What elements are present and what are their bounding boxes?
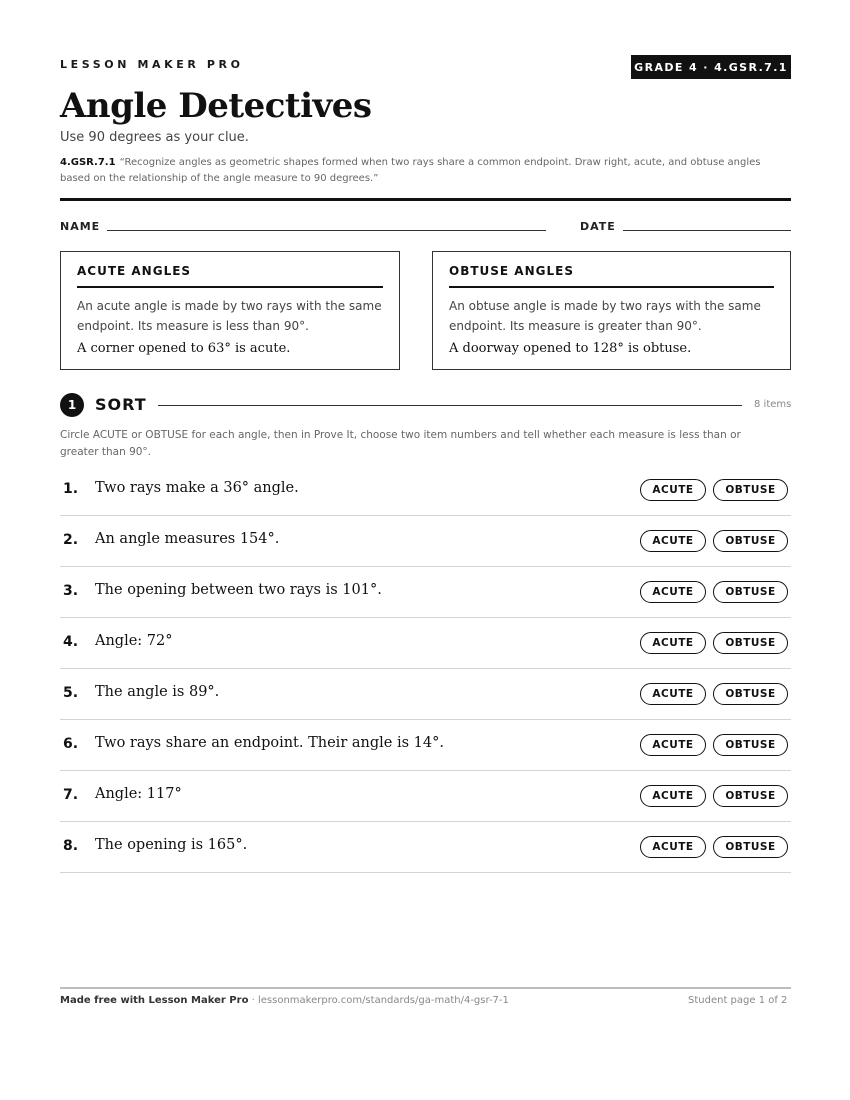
- footer-url: · lessonmakerpro.com/standards/ga-math/4-gsr-7-1: [248, 995, 509, 1006]
- sort-item: [60, 669, 791, 720]
- item-text: The opening is 165°.: [95, 837, 248, 853]
- item-number: 4.: [63, 634, 79, 650]
- obtuse-choice-button[interactable]: OBTUSE: [713, 632, 788, 654]
- name-date-row: [60, 219, 791, 235]
- footer-divider: [60, 987, 791, 989]
- standard-text: “Recognize angles as geometric shapes formed when two rays share a common endpoint. Draw right, acute, and obtuse angles based on the relationship of the angle measure to 90 degrees.”: [60, 157, 761, 184]
- grade-standard-badge: GRADE 4 · 4.GSR.7.1: [631, 55, 791, 79]
- section-item-count: 8 items: [754, 399, 792, 410]
- sort-item: [60, 771, 791, 822]
- item-number: 2.: [63, 532, 79, 548]
- acute-choice-button[interactable]: ACUTE: [640, 785, 706, 807]
- obtuse-choice-button[interactable]: OBTUSE: [713, 683, 788, 705]
- acute-choice-button[interactable]: ACUTE: [640, 734, 706, 756]
- obtuse-box-heading: OBTUSE ANGLES: [449, 264, 774, 288]
- name-field[interactable]: [107, 230, 546, 231]
- item-number: 8.: [63, 838, 79, 854]
- obtuse-choice-button[interactable]: OBTUSE: [713, 836, 788, 858]
- brand-name: LESSON MAKER PRO: [60, 58, 244, 71]
- item-text: An angle measures 154°.: [95, 531, 280, 547]
- obtuse-choice-button[interactable]: OBTUSE: [713, 479, 788, 501]
- section-number-badge: 1: [60, 393, 84, 417]
- item-text: Two rays share an endpoint. Their angle is 14°.: [95, 735, 444, 751]
- header-divider: [60, 198, 791, 201]
- item-number: 6.: [63, 736, 79, 752]
- name-label: NAME: [60, 220, 101, 233]
- item-text: The opening between two rays is 101°.: [95, 582, 382, 598]
- acute-choice-button[interactable]: ACUTE: [640, 581, 706, 603]
- acute-box-example: A corner opened to 63° is acute.: [77, 341, 291, 356]
- obtuse-choice-button[interactable]: OBTUSE: [713, 734, 788, 756]
- obtuse-definition-box: [432, 251, 791, 370]
- obtuse-box-example: A doorway opened to 128° is obtuse.: [449, 341, 692, 356]
- section-title: SORT: [95, 395, 147, 414]
- obtuse-choice-button[interactable]: OBTUSE: [713, 581, 788, 603]
- sort-item: [60, 720, 791, 771]
- sort-item-list: [60, 465, 791, 873]
- item-number: 5.: [63, 685, 79, 701]
- item-number: 7.: [63, 787, 79, 803]
- sort-item: [60, 516, 791, 567]
- acute-choice-button[interactable]: ACUTE: [640, 632, 706, 654]
- footer-credit: [60, 995, 509, 1006]
- acute-box-heading: ACUTE ANGLES: [77, 264, 383, 288]
- page-title: Angle Detectives: [60, 86, 372, 126]
- item-text: The angle is 89°.: [95, 684, 220, 700]
- item-number: 3.: [63, 583, 79, 599]
- standard-code: 4.GSR.7.1: [60, 157, 116, 168]
- sort-item: [60, 618, 791, 669]
- obtuse-choice-button[interactable]: OBTUSE: [713, 530, 788, 552]
- section-divider: [158, 405, 742, 406]
- item-number: 1.: [63, 481, 79, 497]
- acute-choice-button[interactable]: ACUTE: [640, 530, 706, 552]
- date-label: DATE: [580, 220, 616, 233]
- acute-definition-box: [60, 251, 400, 370]
- acute-box-text: An acute angle is made by two rays with the same endpoint. Its measure is less than 90°.: [77, 299, 382, 333]
- date-field[interactable]: [623, 230, 791, 231]
- obtuse-choice-button[interactable]: OBTUSE: [713, 785, 788, 807]
- footer-page-number: Student page 1 of 2: [688, 995, 788, 1006]
- footer-made-with: Made free with Lesson Maker Pro: [60, 995, 249, 1006]
- standard-description: [60, 155, 780, 187]
- item-text: Two rays make a 36° angle.: [95, 480, 299, 496]
- section-instructions: Circle ACUTE or OBTUSE for each angle, then in Prove It, choose two item numbers and tell whether each measure is less than or greater than 90°.: [60, 429, 741, 458]
- item-text: Angle: 117°: [95, 786, 182, 802]
- acute-choice-button[interactable]: ACUTE: [640, 836, 706, 858]
- sort-item: [60, 567, 791, 618]
- page-subtitle: Use 90 degrees as your clue.: [60, 130, 249, 145]
- sort-item: [60, 465, 791, 516]
- acute-choice-button[interactable]: ACUTE: [640, 479, 706, 501]
- item-text: Angle: 72°: [95, 633, 173, 649]
- obtuse-box-text: An obtuse angle is made by two rays with the same endpoint. Its measure is greater than 90°.: [449, 299, 761, 333]
- acute-choice-button[interactable]: ACUTE: [640, 683, 706, 705]
- sort-item: [60, 822, 791, 873]
